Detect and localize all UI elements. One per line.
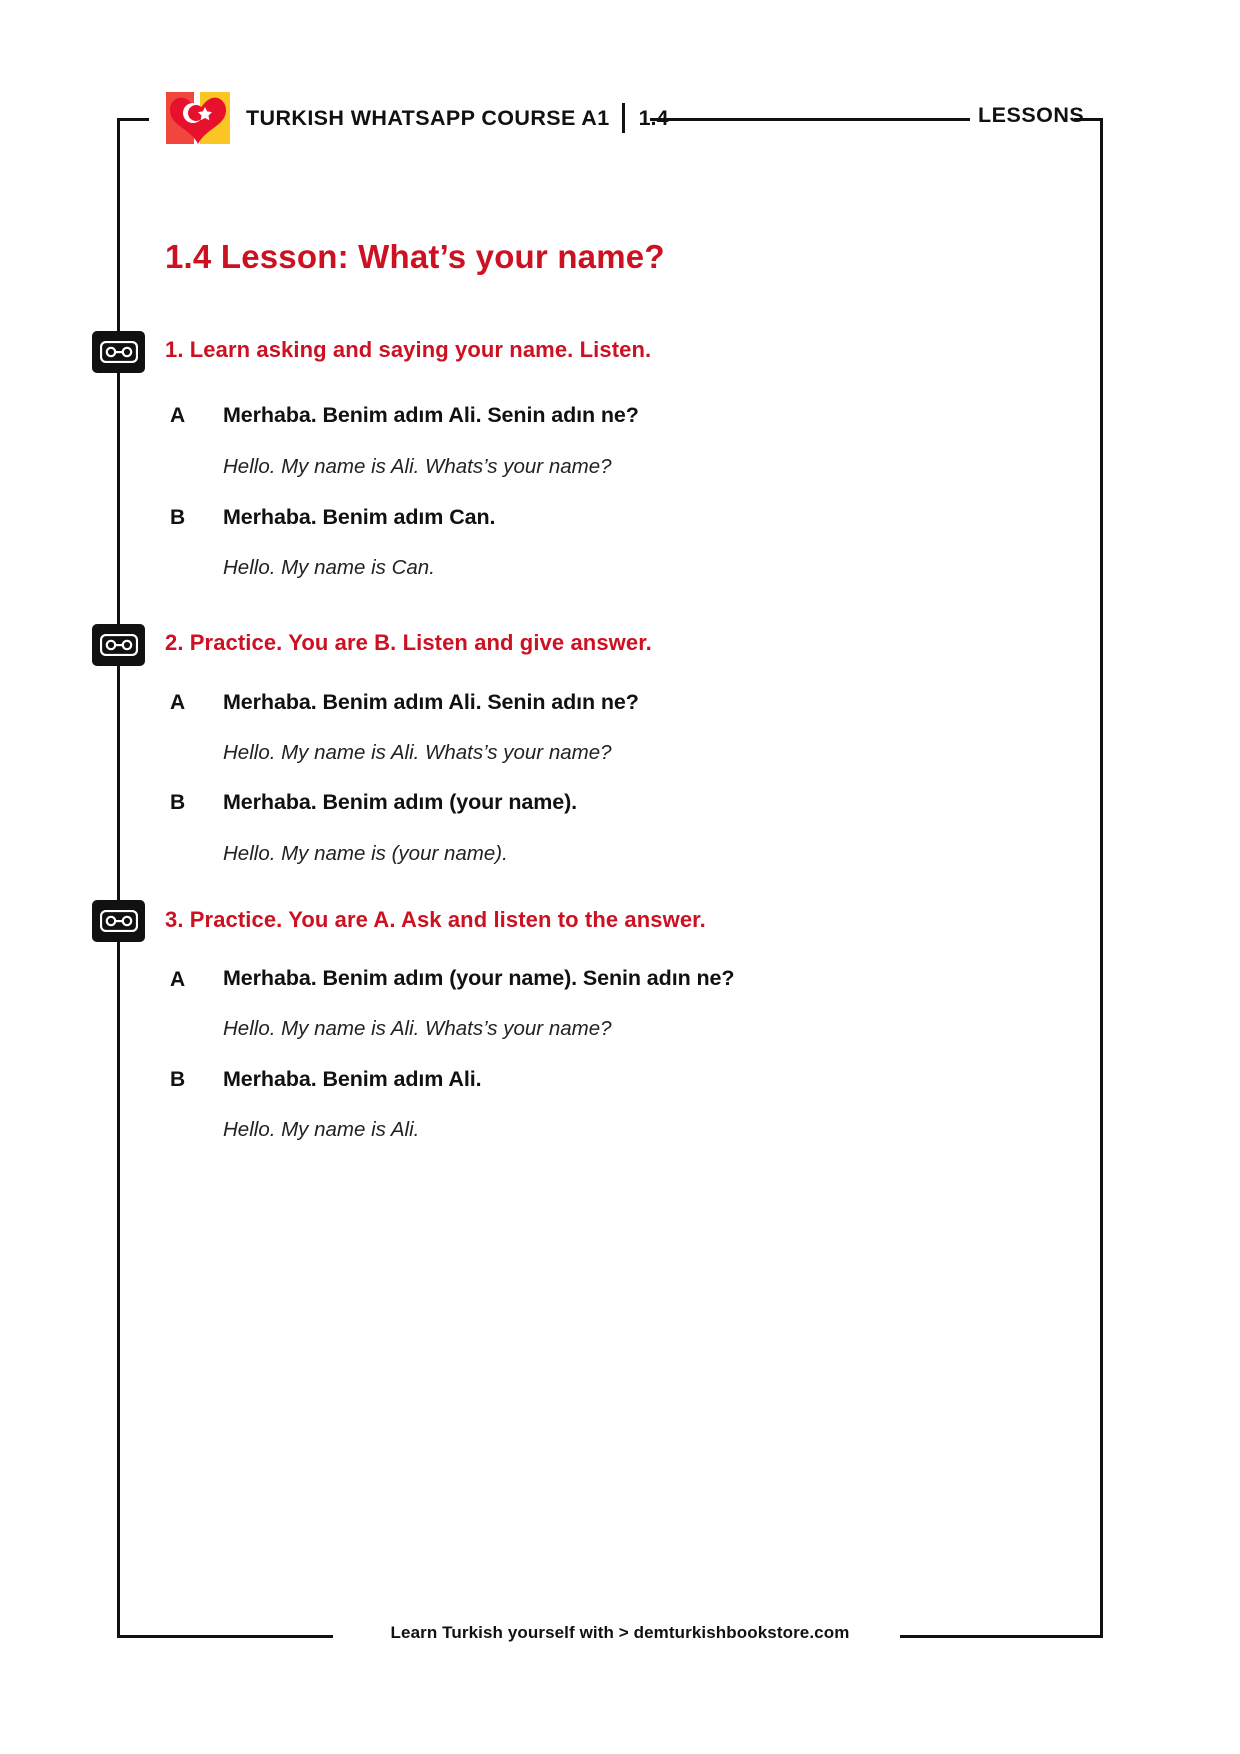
dialogue-english: Hello. My name is Ali. bbox=[223, 1118, 420, 1141]
page-header bbox=[160, 90, 668, 146]
dialogue-english: Hello. My name is (your name). bbox=[223, 842, 508, 865]
dialogue-speaker: A bbox=[170, 404, 186, 427]
dialogue-turkish: Merhaba. Benim adım Ali. Senin adın ne? bbox=[223, 690, 639, 714]
dialogue-english: Hello. My name is Ali. Whats’s your name? bbox=[223, 741, 612, 764]
cassette-icon bbox=[92, 624, 145, 666]
header-corner-label: LESSONS bbox=[978, 103, 1085, 127]
section-heading-2: 2. Practice. You are B. Listen and give answer. bbox=[165, 630, 652, 655]
dialogue-speaker: A bbox=[170, 968, 186, 991]
section-heading-3: 3. Practice. You are A. Ask and listen to the answer. bbox=[165, 907, 706, 932]
dialogue-turkish: Merhaba. Benim adım Ali. bbox=[223, 1067, 482, 1091]
cassette-icon bbox=[92, 900, 145, 942]
dialogue-turkish: Merhaba. Benim adım (your name). bbox=[223, 790, 578, 814]
turkish-flag-heart-book-logo-icon bbox=[160, 82, 236, 154]
dialogue-english: Hello. My name is Ali. Whats’s your name? bbox=[223, 455, 612, 478]
dialogue-english: Hello. My name is Ali. Whats’s your name? bbox=[223, 1017, 612, 1040]
header-unit-number: 1.4 bbox=[638, 105, 669, 130]
frame-rule-right bbox=[1100, 118, 1103, 1638]
page-title: 1.4 Lesson: What’s your name? bbox=[165, 238, 665, 275]
dialogue-speaker: B bbox=[170, 1068, 186, 1091]
cassette-icon bbox=[92, 331, 145, 373]
dialogue-english: Hello. My name is Can. bbox=[223, 556, 435, 579]
dialogue-speaker: B bbox=[170, 506, 186, 529]
header-divider bbox=[622, 103, 625, 133]
dialogue-speaker: A bbox=[170, 691, 186, 714]
dialogue-turkish: Merhaba. Benim adım Ali. Senin adın ne? bbox=[223, 403, 639, 427]
dialogue-turkish: Merhaba. Benim adım (your name). Senin adın ne? bbox=[223, 966, 735, 990]
header-course-title: TURKISH WHATSAPP COURSE A1 bbox=[246, 105, 610, 130]
frame-rule-top-left bbox=[117, 118, 149, 121]
dialogue-speaker: B bbox=[170, 791, 186, 814]
frame-rule-top-center bbox=[650, 118, 970, 121]
page-footer[interactable]: Learn Turkish yourself with > demturkishbookstore.com bbox=[390, 1623, 850, 1642]
dialogue-turkish: Merhaba. Benim adım Can. bbox=[223, 505, 496, 529]
section-heading-1: 1. Learn asking and saying your name. Listen. bbox=[165, 337, 652, 362]
